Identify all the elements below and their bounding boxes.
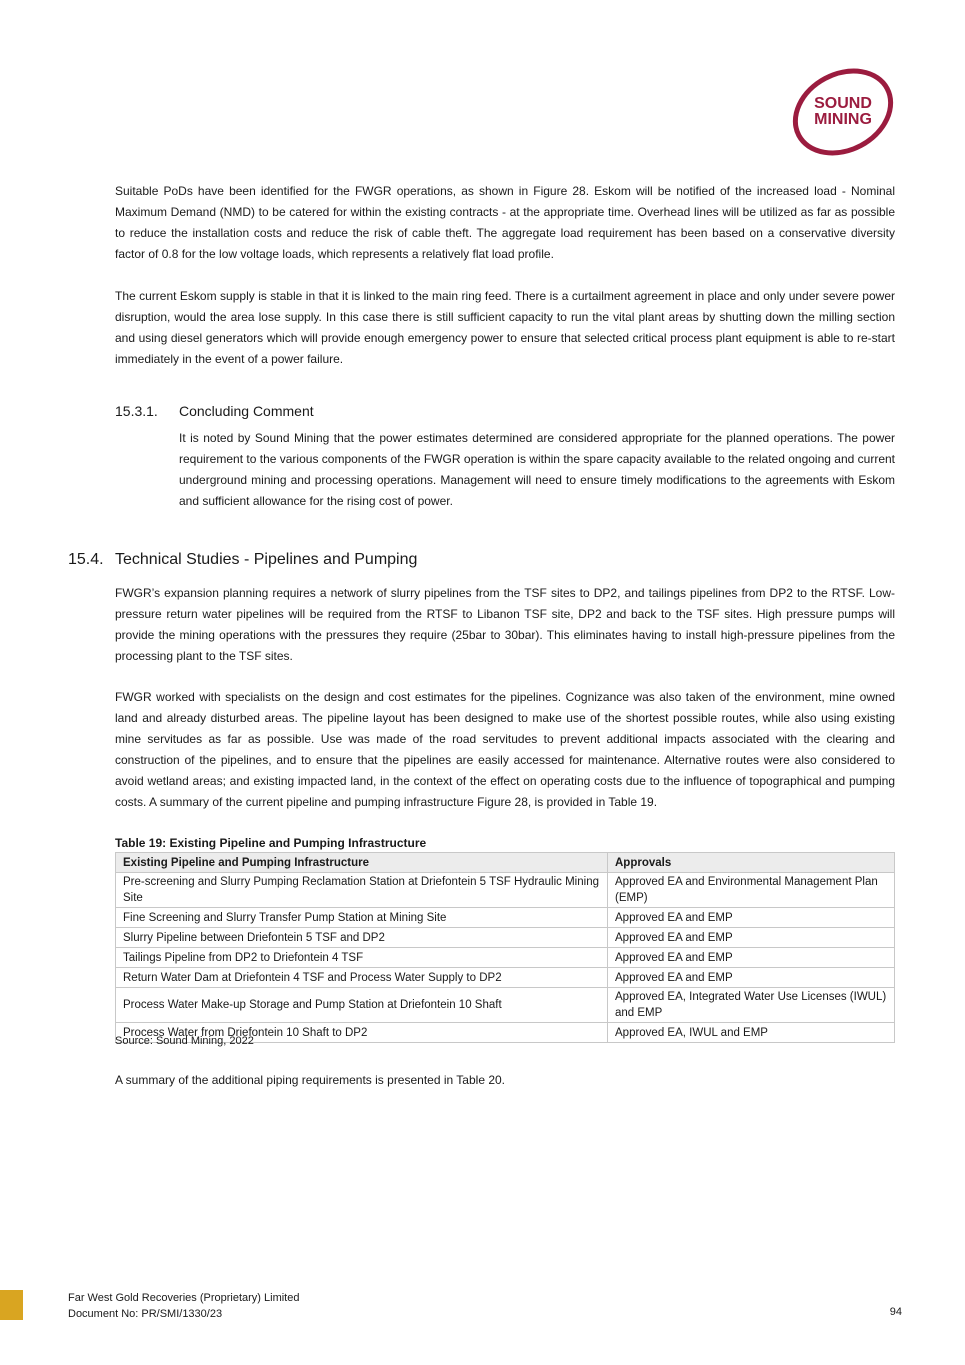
table-cell-approval: Approved EA and EMP <box>608 968 895 988</box>
table-cell-approval: Approved EA, IWUL and EMP <box>608 1023 895 1043</box>
table-cell-infrastructure: Return Water Dam at Driefontein 4 TSF and Process Water Supply to DP2 <box>116 968 608 988</box>
table-cell-approval: Approved EA and EMP <box>608 908 895 928</box>
table-source: Source: Sound Mining, 2022 <box>115 1035 254 1047</box>
paragraph-expansion-planning: FWGR’s expansion planning requires a network of slurry pipelines from the TSF sites to DP2, and tailings pipelines from DP2 to the RTSF. Low-pressure return water pipelines will be required from the RTSF to Libanon TSF site, DP2 and back to the TSF sites. High pressure pumps will provide the mining operations with the pressures they require (25bar to 30bar). This eliminates having to install high-pressure pipelines from the processing plant to the TSF sites. <box>115 586 895 663</box>
table-row <box>116 948 895 968</box>
table-row <box>116 873 895 908</box>
table-caption: Table 19: Existing Pipeline and Pumping Infrastructure <box>115 836 427 850</box>
table-cell-approval: Approved EA and EMP <box>608 948 895 968</box>
page-number: 94 <box>889 1306 902 1318</box>
table-cell-infrastructure: Process Water from Driefontein 10 Shaft to DP2 <box>116 1023 608 1043</box>
footer-company: Far West Gold Recoveries (Proprietary) Limited <box>68 1292 300 1304</box>
section-number: 15.4. <box>68 551 104 568</box>
section-title: Technical Studies - Pipelines and Pumping <box>115 551 418 568</box>
table-header-row <box>116 853 895 873</box>
subsection-title: Concluding Comment <box>179 403 314 419</box>
table-row <box>116 928 895 948</box>
paragraph-concluding-comment: It is noted by Sound Mining that the power estimates determined are considered appropriate for the planned operations. The power requirement to the various components of the FWGR operation is within the spare capacity available to the related ongoing and current underground mining and processing operations. Management will need to ensure timely modifications to the agreements with Eskom and sufficient allowance for the rising cost of power. <box>179 431 895 508</box>
table-cell-approval: Approved EA, Integrated Water Use Licenses (IWUL) and EMP <box>608 988 895 1023</box>
footer-text <box>68 1290 299 1322</box>
table-cell-infrastructure: Process Water Make-up Storage and Pump Station at Driefontein 10 Shaft <box>116 988 608 1023</box>
table-row <box>116 968 895 988</box>
section-heading <box>68 549 417 571</box>
table-cell-approval: Approved EA and EMP <box>608 928 895 948</box>
table-row <box>116 988 895 1023</box>
table-header-approvals: Approvals <box>608 853 895 873</box>
table-cell-infrastructure: Fine Screening and Slurry Transfer Pump Station at Mining Site <box>116 908 608 928</box>
footer-document-number: Document No: PR/SMI/1330/23 <box>68 1308 223 1320</box>
paragraph-eskom-supply: The current Eskom supply is stable in that it is linked to the main ring feed. There is a curtailment agreement in place and only under severe power disruption, would the area lose supply. In this case there is still sufficient capacity to run the vital plant areas by shutting down the milling section and using diesel generators which will provide enough emergency power to ensure that selected critical process plant equipment is able to re-start immediately in the event of a power failure. <box>115 289 895 366</box>
table-cell-infrastructure: Slurry Pipeline between Driefontein 5 TSF and DP2 <box>116 928 608 948</box>
table-cell-approval: Approved EA and Environmental Management Plan (EMP) <box>608 873 895 908</box>
footer-accent-bar <box>0 1290 23 1320</box>
table-cell-infrastructure: Pre-screening and Slurry Pumping Reclamation Station at Driefontein 5 TSF Hydraulic Mining Site <box>116 873 608 908</box>
table-cell-infrastructure: Tailings Pipeline from DP2 to Driefontein 4 TSF <box>116 948 608 968</box>
paragraph-summary-reference: A summary of the additional piping requirements is presented in Table 20. <box>115 1073 506 1087</box>
infrastructure-table <box>115 852 895 1043</box>
table-row <box>116 908 895 928</box>
sound-mining-logo <box>786 66 900 158</box>
table-header-infrastructure: Existing Pipeline and Pumping Infrastructure <box>116 853 608 873</box>
subsection-number: 15.3.1. <box>115 403 158 419</box>
logo-word-mining: MINING <box>814 111 872 128</box>
paragraph-specialists: FWGR worked with specialists on the design and cost estimates for the pipelines. Cognizance was also taken of the environment, mine owned land and already disturbed areas. The pipeline layout has been designed to make use of the shortest possible routes, while also using existing mine servitudes as far as possible. Use was made of the road servitudes to prevent additional impacts associated with the clearing and construction of the pipelines, and to ensure that the pipelines are easily accessed for maintenance. Alternative routes were also considered to avoid wetland areas; and existing impacted land, in the context of the effect on operating costs due to the influence of topographical and pumping costs. A summary of the current pipeline and pumping infrastructure Figure 28, is provided in Table 19. <box>115 690 895 809</box>
logo-word-sound: SOUND <box>814 95 872 112</box>
paragraph-pods: Suitable PoDs have been identified for the FWGR operations, as shown in Figure 28. Eskom will be notified of the increased load - Nominal Maximum Demand (NMD) to be catered for within the existing contracts - at the appropriate time. Overhead lines will be utilized as far as possible to reduce the installation costs and reduce the risk of cable theft. The aggregate load requirement has been based on a conservative diversity factor of 0.8 for the low voltage loads, which represents a relatively flat load profile. <box>115 184 895 261</box>
subsection-heading <box>115 401 314 421</box>
